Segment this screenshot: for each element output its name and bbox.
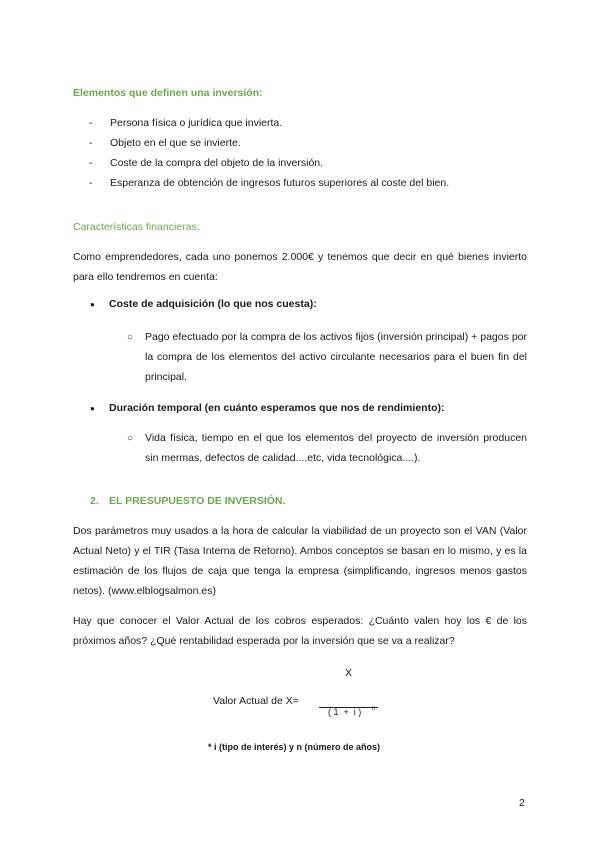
section-heading-budget: EL PRESUPUESTO DE INVERSIÓN.	[109, 495, 286, 507]
intro-paragraph: Como emprendedores, cada uno ponemos 2.000€ y tenemos que decir en qué bienes invierto para ello tendremos en cuenta:	[73, 251, 527, 283]
sub-item-duration: Vida física, tiempo en el que los elementos del proyecto de inversión producen sin mermas, defectos de calidad....etc, vida tecnológica....).	[145, 432, 527, 464]
list-item-text: Coste de la compra del objeto de la inversión.	[110, 157, 324, 169]
list-item-text: Esperanza de obtención de ingresos futuros superiores al coste del bien.	[110, 177, 450, 189]
sub-item-acquisition: Pago efectuado por la compra de los activos fijos (inversión principal) + pagos por la compra de los elementos del activo circulante necesarios para el buen fin del principal.	[145, 331, 527, 383]
circle-marker: ○	[127, 332, 134, 343]
section-heading-financial: Características financieras:	[73, 221, 200, 233]
dash-marker: -	[89, 157, 93, 169]
list-item-text: Objeto en el que se invierte.	[110, 137, 241, 149]
bullet-marker: ●	[90, 404, 95, 413]
bullet-title-acquisition: Coste de adquisición (lo que nos cuesta):	[109, 298, 317, 310]
paragraph-present-value: Hay que conocer el Valor Actual de los cobros esperados: ¿Cuánto valen hoy los € de los próximos años? ¿Qué rentabilidad esperada por la inversión que se va a realizar?	[73, 615, 527, 647]
formula-note: * i (tipo de interés) y n (número de años)	[208, 742, 381, 752]
section-heading-elements: Elementos que definen una inversión:	[73, 87, 263, 99]
paragraph-van-tir: Dos parámetros muy usados a la hora de calcular la viabilidad de un proyecto son el VAN (Valor Actual Neto) y el TIR (Tasa Interna de Retorno). Ambos conceptos se basan en lo mismo, y es la estimación de los flujos de caja que tenga la empresa (simplificando, ingresos menos gastos netos). (www.elblogsalmon.es)	[73, 525, 527, 597]
circle-marker: ○	[127, 433, 134, 444]
dash-marker: -	[89, 117, 93, 129]
list-item-text: Persona física o jurídica que invierta.	[110, 117, 283, 129]
formula-numerator: X	[345, 667, 353, 679]
section-number: 2.	[90, 495, 99, 507]
bullet-marker: ●	[90, 300, 95, 309]
dash-marker: -	[89, 177, 93, 189]
dash-marker: -	[89, 137, 93, 149]
formula-exponent: n	[372, 706, 376, 712]
formula-denominator: ( 1 + i )	[328, 707, 362, 717]
page-number: 2	[519, 797, 525, 809]
bullet-title-duration: Duración temporal (en cuánto esperamos que nos de rendimiento):	[109, 402, 445, 414]
formula-label: Valor Actual de X=	[213, 695, 299, 707]
